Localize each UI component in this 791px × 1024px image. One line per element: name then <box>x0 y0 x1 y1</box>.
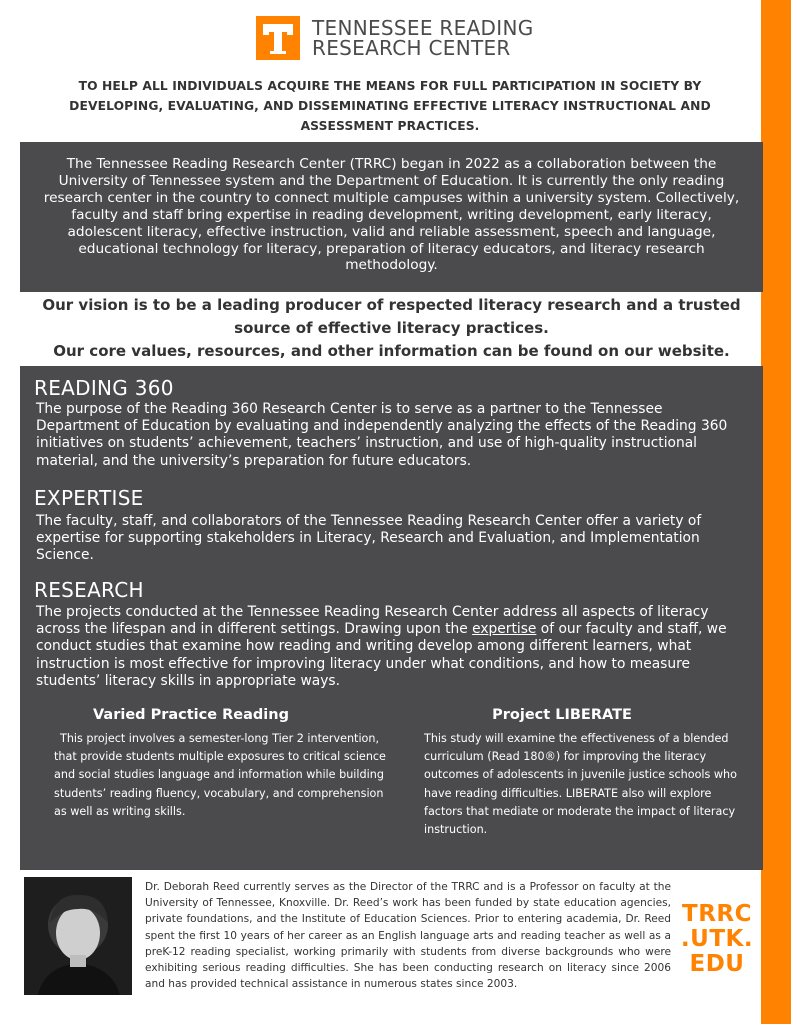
mission-statement: TO HELP ALL INDIVIDUALS ACQUIRE THE MEANS FOR FULL PARTICIPATION IN SOCIETY BY DEVELOPING, EVALUATING, AND DISSEMINATING EFFECTIVE LITERACY INSTRUCTIONAL AND ASSESSMENT PRACTICES. <box>69 79 711 133</box>
research-title: RESEARCH <box>34 578 144 602</box>
director-bio: Dr. Deborah Reed currently serves as the Director of the TRRC and is a Professor on faculty at the University of Tennessee, Knoxville. Dr. Reed’s work has been funded by state education agencies, private foundations, and the Institute of Education Sciences. Prior to entering academia, Dr. Reed spent the first 10 years of her career as an English language arts and reading teacher as well as a preK-12 reading specialist, working primarily with students from diverse backgrounds who were exhibiting serious reading difficulties. She has been conducting research on literacy since 2006 and has provided technical assistance in numerous states since 2003. <box>145 881 671 991</box>
research-body-start: The projects conducted at the Tennessee Reading Research Center address all aspects of literacy across the lifespan and in different settings. Drawing upon the <box>36 604 709 638</box>
logo-line-1: TENNESSEE READING <box>312 16 534 40</box>
programs-panel <box>20 366 763 870</box>
director-photo <box>24 877 132 995</box>
expertise-link[interactable]: expertise <box>472 621 537 638</box>
liberate-title: Project LIBERATE <box>492 707 632 723</box>
research-body-end: of our faculty and staff, we conduct studies that examine how reading and writing develop among different learners, what instruction is most effective for improving literacy under what conditions, and how to measure students’ literacy skills in appropriate ways. <box>36 621 727 689</box>
about-text: The Tennessee Reading Research Center (TRRC) began in 2022 as a collaboration between the University of Tennessee system and the Department of Education. It is currently the only reading research center in the country to connect multiple campuses within a university system. Collectively, faculty and staff bring expertise in reading development, writing development, early literacy, adolescent literacy, effective instruction, valid and reliable assessment, speech and language, educational technology for literacy, preparation of literacy educators, and literacy research methodology. <box>43 156 740 274</box>
research-body <box>36 604 748 690</box>
liberate-body: This study will examine the effectiveness of a blended curriculum (Read 180®) for improving the literacy outcomes of adolescents in juvenile justice schools who have reading difficulties. LIBERATE also will explore factors that mediate or moderate the impact of literacy instruction. <box>424 732 737 837</box>
varied-practice-body: This project involves a semester-long Tier 2 intervention, that provide students multiple exposures to critical science and social studies language and information while building students’ reading fluency, vocabulary, and comprehension as well as writing skills. <box>54 732 386 818</box>
url-line-2: .UTK. <box>680 926 754 952</box>
expertise-title: EXPERTISE <box>34 486 144 510</box>
reading360-title: READING 360 <box>34 376 174 400</box>
power-t-logo <box>256 16 300 60</box>
expertise-body: The faculty, staff, and collaborators of the Tennessee Reading Research Center offer a variety of expertise for supporting stakeholders in Literacy, Research and Evaluation, and Implementation Science. <box>36 513 702 564</box>
website-url[interactable] <box>677 902 757 977</box>
reading360-body: The purpose of the Reading 360 Research Center is to serve as a partner to the Tennessee Department of Education by evaluating and independently analyzing the effects of the Reading 360 initiatives on students’ achievement, teachers’ instruction, and use of high-quality instructional material, and the university’s preparation for future educators. <box>36 401 728 469</box>
varied-practice-title: Varied Practice Reading <box>93 707 289 723</box>
about-panel <box>20 142 763 292</box>
logo-wordmark <box>312 18 534 58</box>
orange-side-stripe <box>761 0 791 1024</box>
url-line-3: EDU <box>689 951 745 977</box>
url-line-1: TRRC <box>682 901 752 927</box>
header <box>256 14 534 62</box>
logo-line-2: RESEARCH CENTER <box>312 36 511 60</box>
vision-statement: Our vision is to be a leading producer of respected literacy research and a trusted source of effective literacy practices. <box>42 296 741 337</box>
values-statement: Our core values, resources, and other information can be found on our website. <box>53 342 730 360</box>
